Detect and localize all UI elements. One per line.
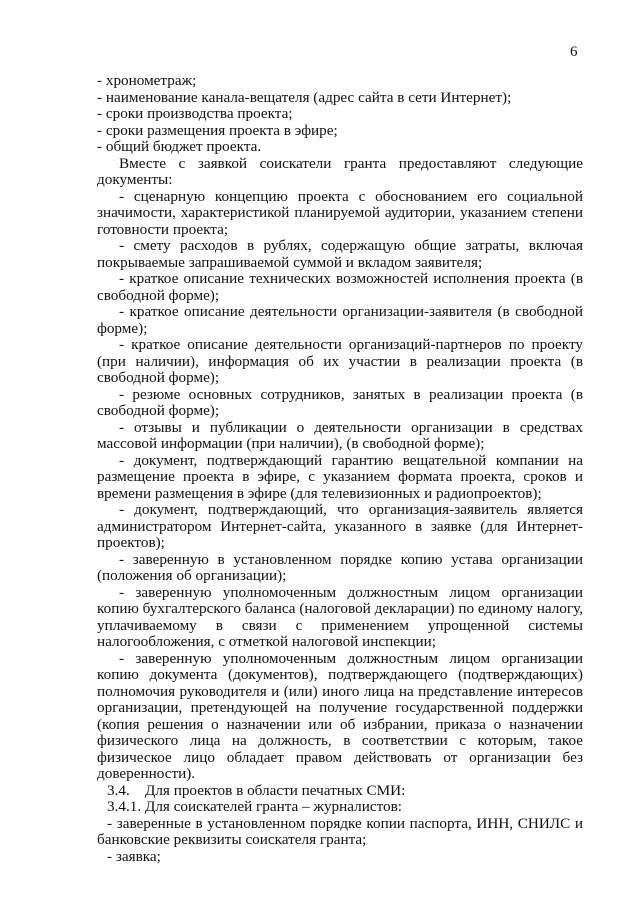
- paragraph: - резюме основных сотрудников, занятых в реализации проекта (в свободной форме);: [97, 385, 583, 419]
- paragraph: Вместе с заявкой соискатели гранта предоставляют следующие документы:: [97, 154, 583, 188]
- list-item: - общий бюджет проекта.: [97, 138, 262, 155]
- paragraph: - заверенные в установленном порядке копии паспорта, ИНН, СНИЛС и банковские реквизиты соискателя гранта;: [97, 814, 583, 848]
- paragraph: - краткое описание технических возможностей исполнения проекта (в свободной форме);: [97, 270, 583, 304]
- paragraph: - заверенную в установленном порядке копию устава организации (положения об организации);: [97, 550, 583, 584]
- list-item: - наименование канала-вещателя (адрес сайта в сети Интернет);: [97, 88, 512, 106]
- paragraph: - документ, подтверждающий, что организация-заявитель является администратором Интернет-сайта, указанного в заявке (для Интернет-проектов);: [97, 501, 583, 551]
- paragraph: - сценарную концепцию проекта с обоснованием его социальной значимости, характеристикой планируемой аудитории, указанием степени готовности проекта;: [97, 187, 583, 238]
- list-item: - сроки размещения проекта в эфире;: [97, 121, 338, 139]
- list-item: - хронометраж;: [97, 72, 197, 89]
- paragraph: - краткое описание деятельности организаций-партнеров по проекту (при наличии), информация об их участии в реализации проекта (в свободной форме);: [97, 336, 583, 386]
- paragraph: - отзывы и публикации о деятельности организации в средствах массовой информации (при наличии), (в свободной форме);: [97, 418, 583, 452]
- list-item: - сроки производства проекта;: [97, 105, 293, 122]
- paragraph: - заверенную уполномоченным должностным лицом организации копию документа (документов), подтверждающего (подтверждающих) полномочия руководителя и (или) иного лица на представление интересов организации, претендующей на получение государственной поддержки (копия решения о назначении или об избрании, приказа о назначении физического лица на должность, в соответствии с которым, такое физическое лицо обладает правом действовать от организации без доверенности).: [97, 649, 583, 782]
- paragraph: - документ, подтверждающий гарантию вещательной компании на размещение проекта в эфире, с указанием формата проекта, сроков и времени размещения в эфире (для телевизионных и радиопроектов);: [97, 451, 583, 502]
- paragraph: 3.4.1. Для соискателей гранта – журналистов:: [107, 798, 403, 815]
- document-body: [97, 73, 583, 865]
- paragraph: - заявка;: [107, 847, 161, 865]
- page-number: 6: [570, 44, 578, 60]
- paragraph: - краткое описание деятельности организации-заявителя (в свободной форме);: [97, 303, 583, 337]
- paragraph: 3.4. Для проектов в области печатных СМИ:: [107, 781, 406, 799]
- paragraph: - заверенную уполномоченным должностным лицом организации копию бухгалтерского баланса (налоговой декларации) по единому налогу, уплачиваемому в связи с применением упрощенной системы налогообложения, с отметкой налоговой инспекции;: [97, 583, 583, 650]
- paragraph: - смету расходов в рублях, содержащую общие затраты, включая покрываемые запрашиваемой суммой и вкладом заявителя;: [97, 237, 583, 271]
